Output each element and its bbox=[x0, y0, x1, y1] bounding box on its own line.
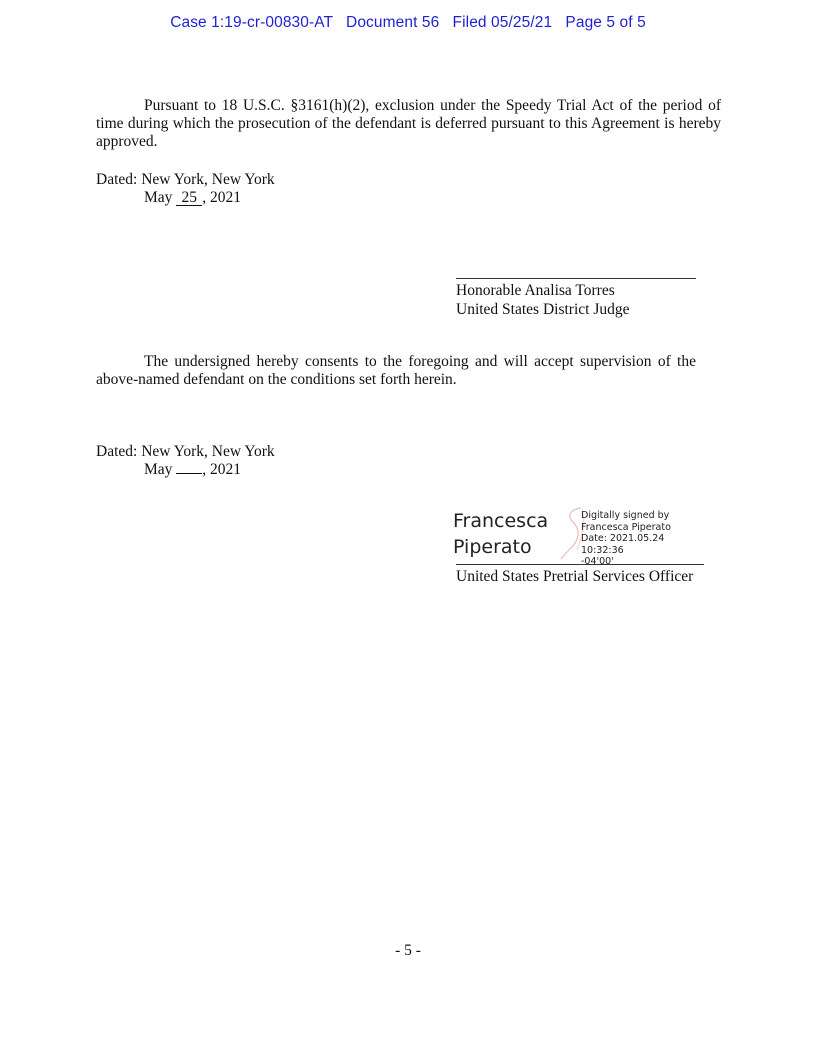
consent-paragraph bbox=[96, 353, 696, 389]
officer-title: United States Pretrial Services Officer bbox=[456, 568, 694, 585]
digital-signature-detail-1: Digitally signed by bbox=[581, 510, 670, 521]
judge-signature-block bbox=[456, 281, 630, 319]
officer-signature-line bbox=[456, 564, 704, 565]
approval-date-month: May bbox=[144, 189, 173, 206]
consent-date-day bbox=[176, 473, 202, 474]
digital-signature-details bbox=[581, 510, 705, 568]
approval-paragraph-text: Pursuant to 18 U.S.C. §3161(h)(2), exclusion under the Speedy Trial Act of the period of time during which the prosecution of the defendant is deferred pursuant to this Agreement is hereby approved. bbox=[96, 97, 721, 150]
digital-signature-detail-4: -04'00' bbox=[581, 556, 614, 567]
approval-dated-label: Dated: New York, New York bbox=[96, 171, 275, 188]
digital-signature-name bbox=[453, 508, 548, 560]
case-header: Case 1:19-cr-00830-AT Document 56 Filed 05/25/21 Page 5 of 5 bbox=[170, 14, 646, 31]
digital-signature-detail-3: Date: 2021.05.24 10:32:36 bbox=[581, 533, 665, 556]
consent-paragraph-text: The undersigned hereby consents to the foregoing and will accept supervision of the above-named defendant on the conditions set forth herein. bbox=[96, 353, 696, 388]
digital-signature[interactable] bbox=[453, 506, 705, 567]
judge-title: United States District Judge bbox=[456, 301, 630, 318]
approval-date-line bbox=[96, 189, 275, 207]
approval-paragraph bbox=[96, 97, 721, 151]
approval-date-year: , 2021 bbox=[202, 189, 242, 206]
consent-dated-block bbox=[96, 443, 275, 479]
digital-signature-name-line2: Piperato bbox=[453, 536, 532, 558]
page-number: - 5 - bbox=[395, 942, 421, 959]
consent-date-year: , 2021 bbox=[202, 461, 242, 478]
approval-date-day: 25 bbox=[176, 191, 202, 206]
judge-name: Honorable Analisa Torres bbox=[456, 282, 615, 299]
consent-date-line bbox=[96, 461, 275, 479]
consent-dated-label: Dated: New York, New York bbox=[96, 443, 275, 460]
approval-dated-block bbox=[96, 171, 275, 207]
judge-signature-line bbox=[456, 278, 696, 279]
digital-signature-name-line1: Francesca bbox=[453, 510, 549, 532]
digital-signature-detail-2: Francesca Piperato bbox=[581, 521, 671, 533]
consent-date-month: May bbox=[144, 461, 173, 478]
